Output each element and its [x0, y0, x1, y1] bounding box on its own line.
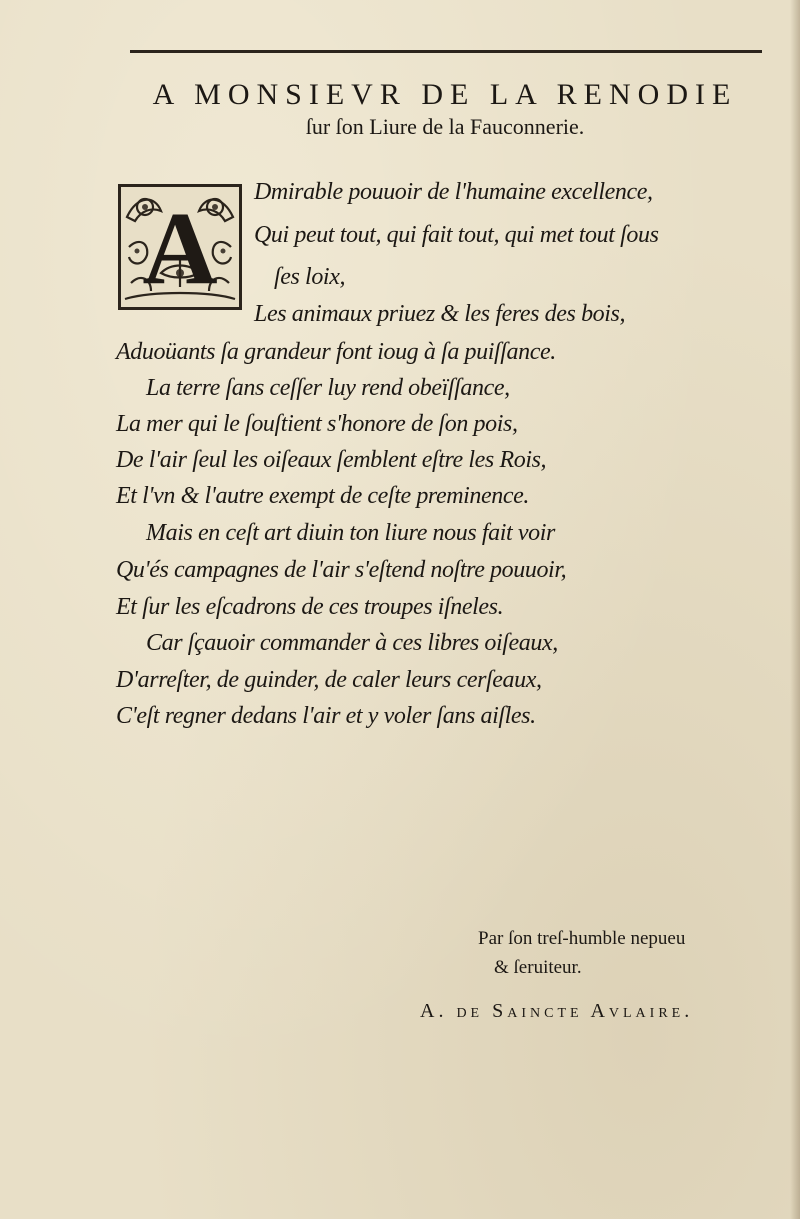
header-rule	[130, 50, 762, 53]
page-title: A MONSIEVR DE LA RENODIE	[152, 78, 738, 111]
poem-line: ſes loix,	[274, 264, 346, 290]
poem-line: Aduoüants ſa grandeur font ioug à ſa puiſſance.	[116, 339, 556, 365]
dropcap-letter: A	[142, 191, 218, 306]
poem-line: Car ſçauoir commander à ces libres oiſeaux,	[146, 630, 558, 656]
poem-line: Et ſur les eſcadrons de ces troupes iſneles.	[116, 594, 504, 620]
poem-line: Mais en ceſt art diuin ton liure nous fait voir	[146, 520, 555, 546]
poem-line: De l'air ſeul les oiſeaux ſemblent eſtre les Rois,	[116, 447, 547, 473]
poem-line: C'eſt regner dedans l'air et y voler ſans aiſles.	[116, 703, 536, 729]
poem-line: Qui peut tout, qui fait tout, qui met tout ſous	[254, 222, 659, 248]
poem-line: Qu'és campagnes de l'air s'eſtend noſtre pouuoir,	[116, 557, 567, 583]
poem-line: D'arreſter, de guinder, de caler leurs cerſeaux,	[116, 667, 542, 693]
page-subtitle: ſur ſon Liure de la Fauconnerie.	[305, 114, 585, 139]
poem-line: La mer qui le ſouſtient s'honore de ſon pois,	[116, 411, 518, 437]
signature-name: A. de Saincte Avlaire.	[420, 1000, 694, 1022]
signature-line-1: Par ſon treſ-humble nepueu	[478, 928, 686, 949]
poem-line: La terre ſans ceſſer luy rend obeïſſance,	[146, 375, 510, 401]
poem-line: Et l'vn & l'autre exempt de ceſte preminence.	[116, 483, 529, 509]
signature-line-2: & ſeruiteur.	[494, 957, 582, 978]
page-edge-shadow	[790, 0, 800, 1219]
ornamental-dropcap	[118, 184, 242, 310]
dropcap-ornament-icon	[121, 187, 239, 307]
poem-line: Dmirable pouuoir de l'humaine excellence,	[254, 179, 653, 205]
poem-line: Les animaux priuez & les feres des bois,	[254, 301, 626, 327]
